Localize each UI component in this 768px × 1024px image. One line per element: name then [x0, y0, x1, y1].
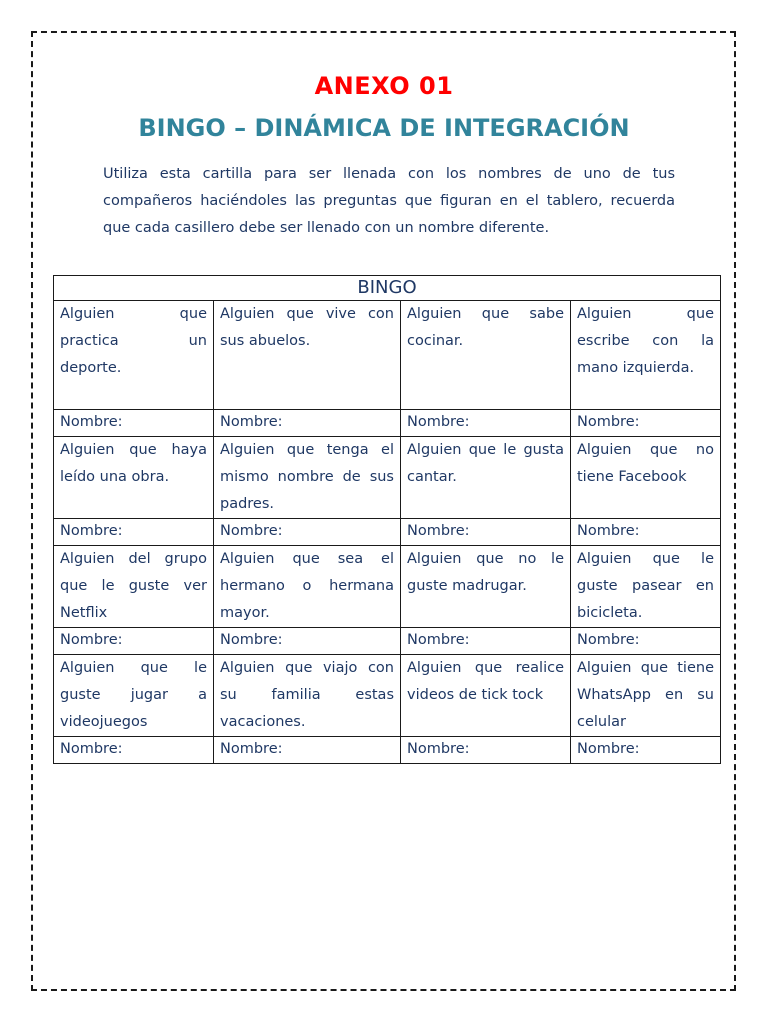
question-row	[54, 437, 721, 519]
name-field[interactable]: Nombre:	[571, 519, 721, 546]
name-field[interactable]: Nombre:	[571, 628, 721, 655]
question-row	[54, 301, 721, 410]
bingo-cell: Alguien que tenga el mismo nombre de sus padres.	[214, 437, 401, 519]
name-row	[54, 519, 721, 546]
bingo-cell: Alguien que le guste jugar a videojuegos	[54, 655, 214, 737]
bingo-cell: Alguien que no le guste madrugar.	[401, 546, 571, 628]
instructions	[103, 161, 675, 242]
bingo-cell: Alguien que sea el hermano o hermana mayor.	[214, 546, 401, 628]
name-row	[54, 410, 721, 437]
bingo-cell: Alguien que escribe con la mano izquierda.	[571, 301, 721, 410]
bingo-cell: Alguien que no tiene Facebook	[571, 437, 721, 519]
bingo-cell: Alguien que haya leído una obra.	[54, 437, 214, 519]
name-field[interactable]: Nombre:	[401, 737, 571, 764]
bingo-cell: Alguien del grupo que le guste ver Netflix	[54, 546, 214, 628]
name-field[interactable]: Nombre:	[214, 410, 401, 437]
instructions-text: Utiliza esta cartilla para ser llenada con los nombres de uno de tus compañeros haciéndoles las preguntas que figuran en el tablero, recuerda que cada casillero debe ser llenado con un nombre diferente.	[103, 166, 675, 236]
name-row	[54, 737, 721, 764]
bingo-cell: Alguien que realice videos de tick tock	[401, 655, 571, 737]
question-row	[54, 546, 721, 628]
bingo-heading: BINGO	[54, 276, 721, 301]
bingo-cell: Alguien que tiene WhatsApp en su celular	[571, 655, 721, 737]
name-field[interactable]: Nombre:	[214, 737, 401, 764]
name-field[interactable]: Nombre:	[54, 737, 214, 764]
question-row	[54, 655, 721, 737]
bingo-cell: Alguien que sabe cocinar.	[401, 301, 571, 410]
bingo-cell: Alguien que le gusta cantar.	[401, 437, 571, 519]
bingo-cell: Alguien que vive con sus abuelos.	[214, 301, 401, 410]
name-field[interactable]: Nombre:	[54, 519, 214, 546]
name-field[interactable]: Nombre:	[401, 628, 571, 655]
page-title: BINGO – DINÁMICA DE INTEGRACIÓN	[138, 114, 630, 142]
bingo-cell: Alguien que viajo con su familia estas vacaciones.	[214, 655, 401, 737]
name-field[interactable]: Nombre:	[54, 410, 214, 437]
name-field[interactable]: Nombre:	[571, 410, 721, 437]
name-field[interactable]: Nombre:	[54, 628, 214, 655]
annex-label: ANEXO 01	[314, 72, 454, 100]
bingo-cell: Alguien que practica un deporte.	[54, 301, 214, 410]
name-field[interactable]: Nombre:	[214, 628, 401, 655]
name-row	[54, 628, 721, 655]
name-field[interactable]: Nombre:	[401, 519, 571, 546]
name-field[interactable]: Nombre:	[214, 519, 401, 546]
name-field[interactable]: Nombre:	[571, 737, 721, 764]
bingo-cell: Alguien que le guste pasear en bicicleta.	[571, 546, 721, 628]
bingo-table	[53, 275, 721, 764]
name-field[interactable]: Nombre:	[401, 410, 571, 437]
